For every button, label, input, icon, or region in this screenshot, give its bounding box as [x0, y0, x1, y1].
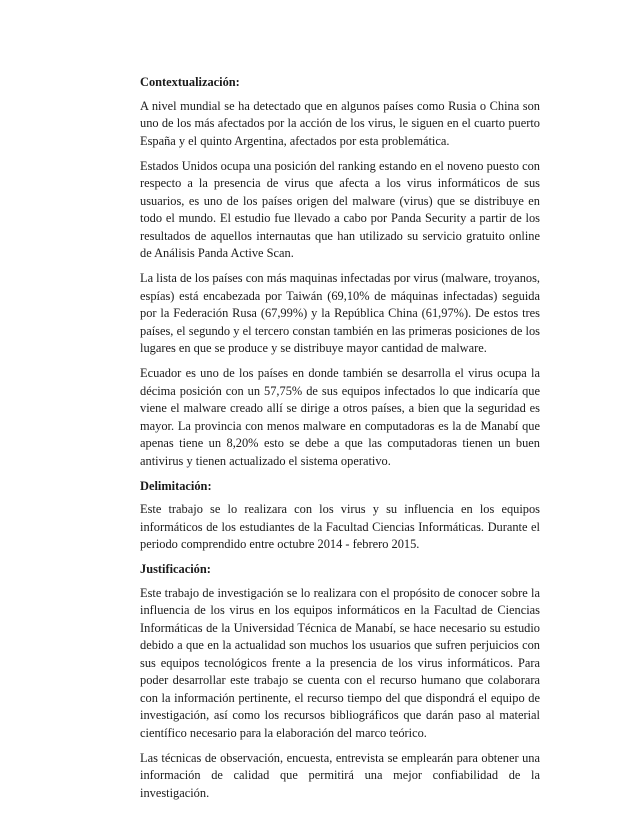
- section-heading: Justificación:: [140, 562, 211, 576]
- paragraph: Este trabajo se lo realizara con los virus y su influencia en los equipos informáticos de los estudiantes de la Facultad Ciencias Informáticas. Durante el periodo comprendido entre octubre 2014 - febrero 2015.: [140, 502, 540, 551]
- section-contextualizacion: [140, 74, 540, 470]
- paragraph: La lista de los países con más maquinas infectadas por virus (malware, troyanos, espías) está encabezada por Taiwán (69,10% de máquinas infectadas) seguida por la Federación Rusa (67,99%) y la República China (61,97%). De estos tres países, el segundo y el tercero constan también en las primeras posiciones de los lugares en que se produce y se distribuye mayor cantidad de malware.: [140, 271, 540, 355]
- document-page: [140, 74, 540, 810]
- section-heading: Contextualización:: [140, 75, 240, 89]
- section-heading: Delimitación:: [140, 478, 212, 493]
- paragraph: Este trabajo de investigación se lo realizara con el propósito de conocer sobre la influencia de los virus en los equipos informáticos en la Facultad de Ciencias Informáticas de la Universidad Técnica de Manabí, se hace necesario su estudio debido a que en la actualidad son muchos los usuarios que sufren perjuicios con sus equipos tecnológicos frente a la presencia de los virus informáticos. Para poder desarrollar este trabajo se cuenta con el recurso humano que colaborara con la información pertinente, el recurso tiempo del que dispondrá el equipo de investigación, así como los recursos bibliográficos que darán paso al material científico necesario para la elaboración del marco teórico.: [140, 585, 540, 740]
- section-justificacion: [140, 561, 540, 802]
- paragraph: Estados Unidos ocupa una posición del ranking estando en el noveno puesto con respecto a la presencia de virus que afecta a los virus informáticos de sus usuarios, es uno de los países origen del malware (virus) que se distribuye en todo el mundo. El estudio fue llevado a cabo por Panda Security a partir de los resultados de aquellos internautas que han utilizado su servicio gratuito online de Análisis Panda Active Scan.: [140, 158, 540, 260]
- paragraph: Ecuador es uno de los países en donde también se desarrolla el virus ocupa la décima posición con un 57,75% de sus equipos infectados lo que indicaría que viene el malware creado allí se dirige a otros países, a bien que la seguridad es mayor. La provincia con menos malware en computadoras es la de Manabí que apenas tiene un 8,20% esto se debe a que las computadoras tienen un buen antivirus y tienen actualizado el sistema operativo.: [140, 366, 540, 468]
- paragraph: A nivel mundial se ha detectado que en algunos países como Rusia o China son uno de los más afectados por la acción de los virus, le siguen en el cuarto puerto España y el quinto Argentina, afectados por esta problemática.: [140, 98, 540, 148]
- paragraph: Las técnicas de observación, encuesta, entrevista se emplearán para obtener una información de calidad que permitirá una mejor confiabilidad de la investigación.: [140, 750, 540, 800]
- section-delimitacion: [140, 478, 540, 554]
